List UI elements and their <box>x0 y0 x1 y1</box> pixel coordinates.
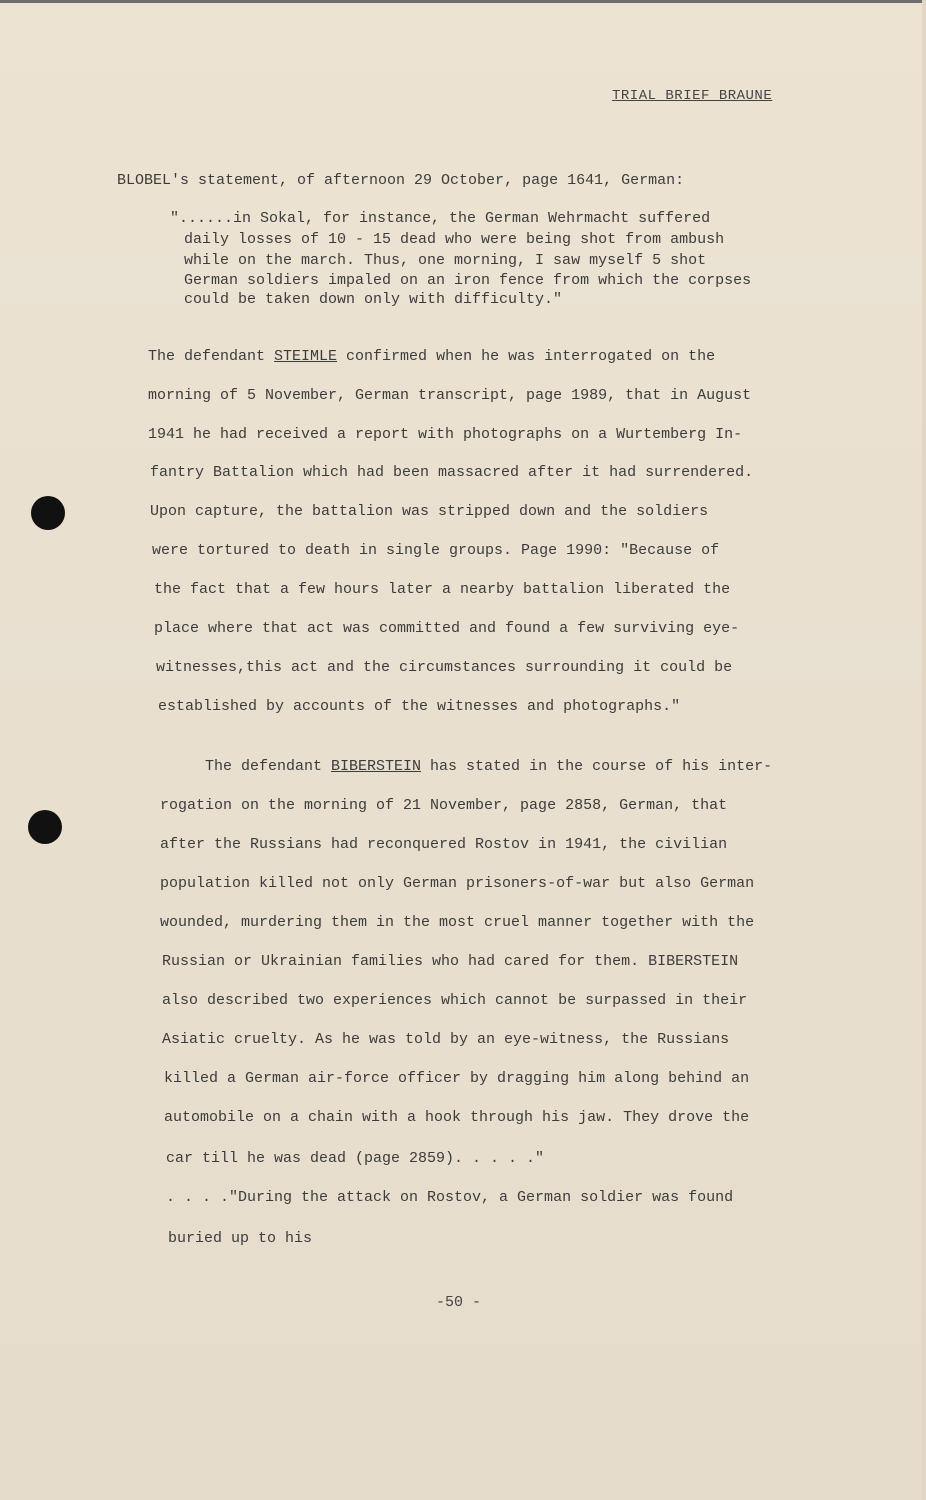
quote-line-1: "......in Sokal, for instance, the German Wehrmacht suffered <box>170 210 711 227</box>
para1-line-1 <box>148 348 715 365</box>
punch-hole-upper <box>31 496 65 530</box>
para1-line-8: place where that act was committed and found a few surviving eye- <box>154 620 740 637</box>
punch-hole-lower <box>28 810 62 844</box>
para2-line-9: killed a German air-force officer by dragging him along behind an <box>164 1070 750 1087</box>
para1-line-5: Upon capture, the battalion was stripped down and the soldiers <box>150 503 709 520</box>
para2-line-1 <box>205 758 772 775</box>
para1-line-6: were tortured to death in single groups. Page 1990: "Because of <box>152 542 720 559</box>
para2-line-11: car till he was dead (page 2859). . . . ." <box>166 1150 545 1167</box>
quote-line-3: while on the march. Thus, one morning, I saw myself 5 shot <box>184 252 707 269</box>
para1-line-7: the fact that a few hours later a nearby battalion liberated the <box>154 581 731 598</box>
page-top-edge <box>0 0 926 3</box>
para1-line-3: 1941 he had received a report with photographs on a Wurtemberg In- <box>148 426 743 443</box>
para2-line-3: after the Russians had reconquered Rostov in 1941, the civilian <box>160 836 728 853</box>
para2-line-6: Russian or Ukrainian families who had cared for them. BIBERSTEIN <box>162 953 739 970</box>
para2-line-5: wounded, murdering them in the most cruel manner together with the <box>160 914 755 931</box>
para2-line-8: Asiatic cruelty. As he was told by an eye-witness, the Russians <box>162 1031 730 1048</box>
para1-line-4: fantry Battalion which had been massacred after it had surrendered. <box>150 464 754 481</box>
para2-line-10: automobile on a chain with a hook through his jaw. They drove the <box>164 1109 750 1126</box>
statement-intro: BLOBEL's statement, of afternoon 29 October, page 1641, German: <box>117 172 685 189</box>
defendant-name-steimle: STEIMLE <box>274 348 338 365</box>
page-right-edge <box>922 0 926 1500</box>
para3-line-1: . . . ."During the attack on Rostov, a German soldier was found <box>166 1189 734 1206</box>
para2-line-4: population killed not only German prisoners-of-war but also German <box>160 875 755 892</box>
defendant-name-biberstein: BIBERSTEIN <box>331 758 422 775</box>
para1-line-10: established by accounts of the witnesses and photographs." <box>158 698 681 715</box>
para1-line-9: witnesses,this act and the circumstances surrounding it could be <box>156 659 733 676</box>
para1-line-1-pre: The defendant <box>148 348 275 365</box>
quote-line-5: could be taken down only with difficulty." <box>184 291 563 308</box>
quote-line-4: German soldiers impaled on an iron fence from which the corpses <box>184 272 752 289</box>
para2-line-7: also described two experiences which cannot be surpassed in their <box>162 992 748 1009</box>
para1-line-2: morning of 5 November, German transcript, page 1989, that in August <box>148 387 752 404</box>
header-reference: TRIAL BRIEF BRAUNE <box>612 88 773 104</box>
para3-line-2: buried up to his <box>168 1230 313 1247</box>
para2-line-1-post: has stated in the course of his inter- <box>421 758 773 775</box>
para2-line-1-pre: The defendant <box>205 758 332 775</box>
para1-line-1-post: confirmed when he was interrogated on the <box>337 348 716 365</box>
para2-line-2: rogation on the morning of 21 November, page 2858, German, that <box>160 797 728 814</box>
quote-line-2: daily losses of 10 - 15 dead who were being shot from ambush <box>184 231 725 248</box>
page-number: -50 - <box>436 1294 482 1311</box>
